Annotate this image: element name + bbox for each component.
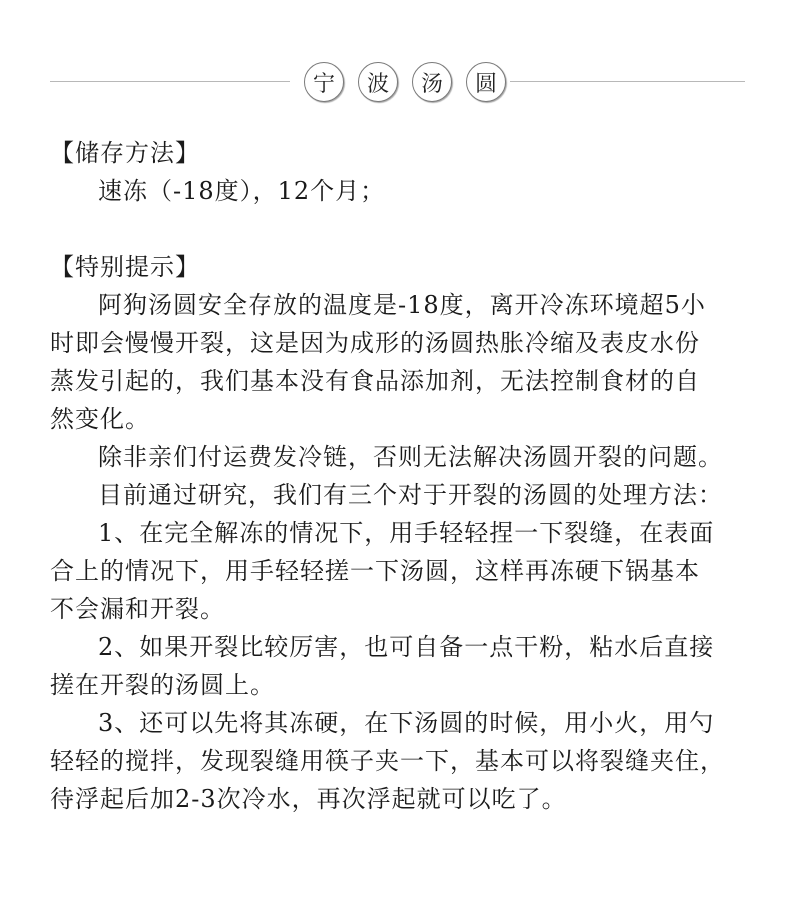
title-char-circle: 波 (358, 62, 398, 102)
paragraph-line: 3、还可以先将其冻硬，在下汤圆的时候，用小火，用勺 (98, 709, 715, 737)
notice-heading: 【特别提示】 (50, 253, 200, 281)
method-1 (50, 514, 750, 628)
paragraph-line: 轻轻的搅拌，发现裂缝用筷子夹一下，基本可以将裂缝夹住， (50, 747, 725, 775)
storage-text: 速冻（-18度），12个月； (98, 177, 386, 205)
title-char-circle: 汤 (412, 62, 452, 102)
paragraph-line: 搓在开裂的汤圆上。 (50, 671, 275, 699)
section-title (302, 60, 512, 104)
notice-paragraph-3: 目前通过研究，我们有三个对于开裂的汤圆的处理方法： (98, 481, 723, 509)
header-divider-right (510, 81, 745, 82)
paragraph-line: 时即会慢慢开裂，这是因为成形的汤圆热胀冷缩及表皮水份 (50, 329, 700, 357)
paragraph-line: 然变化。 (50, 405, 150, 433)
title-char-circle: 宁 (304, 62, 344, 102)
storage-heading: 【储存方法】 (50, 139, 200, 167)
spacer (50, 210, 750, 248)
article-body (50, 134, 750, 818)
notice-paragraph-2: 除非亲们付运费发冷链，否则无法解决汤圆开裂的问题。 (98, 443, 723, 471)
paragraph-line: 不会漏和开裂。 (50, 595, 225, 623)
paragraph-line: 阿狗汤圆安全存放的温度是-18度，离开冷冻环境超5小 (98, 291, 706, 319)
method-3 (50, 704, 750, 818)
header-divider-left (50, 81, 290, 82)
paragraph-line: 待浮起后加2-3次冷水，再次浮起就可以吃了。 (50, 785, 567, 813)
title-char-circle: 圆 (466, 62, 506, 102)
paragraph-line: 合上的情况下，用手轻轻搓一下汤圆，这样再冻硬下锅基本 (50, 557, 700, 585)
notice-paragraph-1 (50, 286, 750, 438)
paragraph-line: 2、如果开裂比较厉害，也可自备一点干粉，粘水后直接 (98, 633, 715, 661)
paragraph-line: 蒸发引起的，我们基本没有食品添加剂，无法控制食材的自 (50, 367, 700, 395)
method-2 (50, 628, 750, 704)
paragraph-line: 1、在完全解冻的情况下，用手轻轻捏一下裂缝，在表面 (98, 519, 715, 547)
section-header (50, 60, 745, 104)
